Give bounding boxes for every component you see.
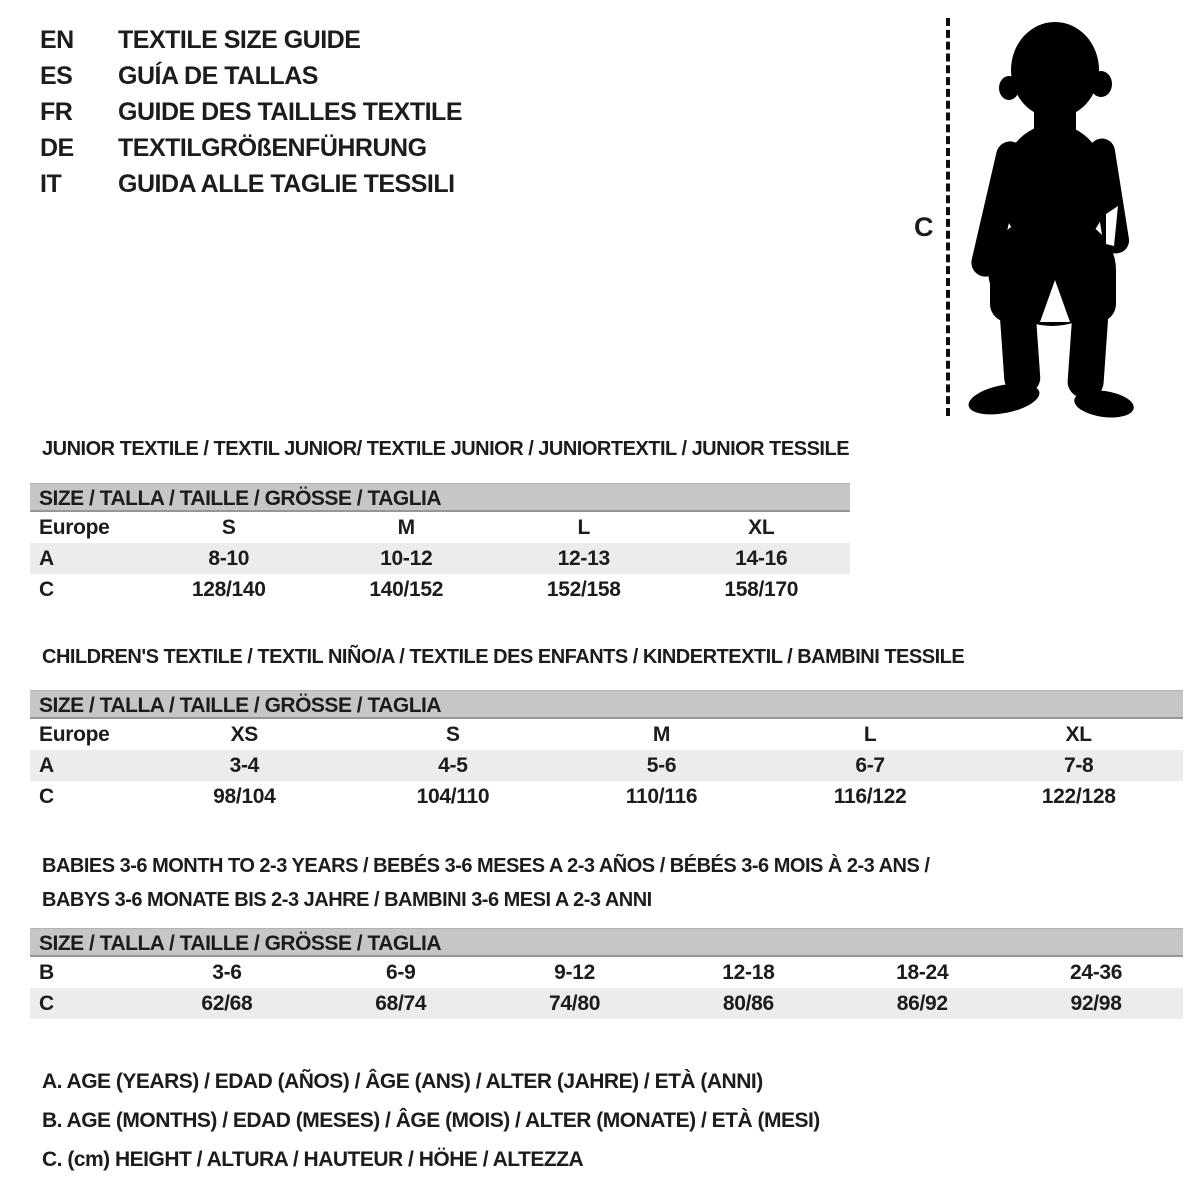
row-label: Europe: [39, 723, 110, 746]
children-section-title: CHILDREN'S TEXTILE / TEXTIL NIÑO/A / TEXTILE DES ENFANTS / KINDERTEXTIL / BAMBINI TESSILE: [42, 646, 965, 668]
table-cell: 7-8: [1063, 754, 1094, 777]
language-title: TEXTILE SIZE GUIDE: [118, 26, 361, 54]
table-row: [30, 988, 1183, 1019]
babies-title-line-2: BABYS 3-6 MONATE BIS 2-3 JAHRE / BAMBINI 3-6 MESI A 2-3 ANNI: [42, 889, 652, 911]
table-cell: M: [652, 723, 671, 746]
table-cell: L: [577, 516, 591, 539]
table-cell: 12-13: [557, 547, 610, 570]
row-label: B: [39, 961, 54, 984]
row-label: C: [39, 785, 54, 808]
table-cell: 128/140: [191, 578, 266, 601]
toddler-silhouette-icon: [962, 18, 1147, 418]
children-size-header-bar: SIZE / TALLA / TAILLE / GRÖSSE / TAGLIA: [30, 690, 1183, 719]
babies-section-title: [42, 849, 929, 917]
legend-line-a: A. AGE (YEARS) / EDAD (AÑOS) / ÂGE (ANS) / ALTER (JAHRE) / ETÀ (ANNI): [42, 1070, 763, 1093]
table-cell: 10-12: [380, 547, 433, 570]
table-cell: 92/98: [1070, 992, 1122, 1015]
table-cell: 80/86: [722, 992, 774, 1015]
language-title: GUÍA DE TALLAS: [118, 62, 318, 90]
legend-line-c: C. (cm) HEIGHT / ALTURA / HAUTEUR / HÖHE / ALTEZZA: [42, 1148, 584, 1171]
table-cell: 110/116: [625, 785, 698, 808]
table-cell: S: [446, 723, 460, 746]
table-cell: 18-24: [896, 961, 949, 984]
table-cell: 6-7: [855, 754, 885, 777]
table-row: [30, 719, 1183, 750]
table-cell: XL: [748, 516, 775, 539]
table-cell: XL: [1065, 723, 1092, 746]
table-cell: 6-9: [386, 961, 416, 984]
table-cell: 68/74: [375, 992, 427, 1015]
table-cell: S: [221, 516, 236, 539]
table-cell: 9-12: [554, 961, 595, 984]
row-label: C: [39, 578, 54, 601]
language-code: ES: [40, 62, 73, 90]
table-row: [30, 543, 850, 574]
language-row-it: [40, 166, 462, 202]
table-cell: L: [863, 723, 877, 746]
table-cell: 14-16: [735, 547, 788, 570]
babies-size-header-bar: SIZE / TALLA / TAILLE / GRÖSSE / TAGLIA: [30, 928, 1183, 957]
language-row-es: [40, 58, 462, 94]
babies-title-line-1: BABIES 3-6 MONTH TO 2-3 YEARS / BEBÉS 3-6 MESES A 2-3 AÑOS / BÉBÉS 3-6 MOIS À 2-3 ANS /: [42, 855, 930, 877]
table-row: [30, 750, 1183, 781]
legend-line-b: B. AGE (MONTHS) / EDAD (MESES) / ÂGE (MOIS) / ALTER (MONATE) / ETÀ (MESI): [42, 1109, 820, 1132]
table-cell: 158/170: [724, 578, 799, 601]
language-row-en: [40, 22, 462, 58]
table-cell: 74/80: [549, 992, 601, 1015]
junior-section-title: JUNIOR TEXTILE / TEXTIL JUNIOR/ TEXTILE JUNIOR / JUNIORTEXTIL / JUNIOR TESSILE: [42, 438, 850, 460]
row-label: A: [39, 547, 54, 570]
table-cell: 8-10: [208, 547, 250, 570]
measurement-legend: [42, 1062, 820, 1179]
table-cell: 86/92: [896, 992, 948, 1015]
table-cell: 62/68: [201, 992, 253, 1015]
junior-size-table: [30, 483, 850, 605]
table-cell: 98/104: [213, 785, 276, 808]
language-title-list: [40, 22, 462, 202]
table-cell: XS: [230, 723, 258, 746]
row-label: A: [39, 754, 54, 777]
language-title: TEXTILGRÖßENFÜHRUNG: [118, 134, 427, 162]
table-cell: 12-18: [722, 961, 775, 984]
table-row: [30, 781, 1183, 812]
table-cell: 122/128: [1041, 785, 1116, 808]
children-size-table: [30, 690, 1183, 812]
table-cell: 140/152: [369, 578, 444, 601]
height-measure-label: C: [914, 212, 934, 242]
table-cell: 5-6: [646, 754, 677, 777]
language-code: EN: [40, 26, 74, 54]
table-row: [30, 512, 850, 543]
language-code: DE: [40, 134, 74, 162]
language-title: GUIDE DES TAILLES TEXTILE: [118, 98, 463, 126]
language-code: IT: [40, 170, 62, 198]
table-cell: 3-4: [229, 754, 260, 777]
table-cell: 4-5: [438, 754, 468, 777]
table-cell: 24-36: [1069, 961, 1123, 984]
row-label: Europe: [39, 516, 110, 539]
height-measure-dotted-line: [946, 18, 950, 416]
table-cell: 152/158: [546, 578, 621, 601]
table-cell: M: [397, 516, 415, 539]
junior-size-header-bar: SIZE / TALLA / TAILLE / GRÖSSE / TAGLIA: [30, 483, 850, 512]
language-title: GUIDA ALLE TAGLIE TESSILI: [118, 170, 455, 198]
language-row-de: [40, 130, 462, 166]
language-row-fr: [40, 94, 462, 130]
babies-size-table: [30, 928, 1183, 1019]
language-code: FR: [40, 98, 73, 126]
table-cell: 104/110: [416, 785, 490, 808]
table-row: [30, 957, 1183, 988]
table-row: [30, 574, 850, 605]
table-cell: 3-6: [212, 961, 242, 984]
row-label: C: [39, 992, 54, 1015]
table-cell: 116/122: [833, 785, 907, 808]
